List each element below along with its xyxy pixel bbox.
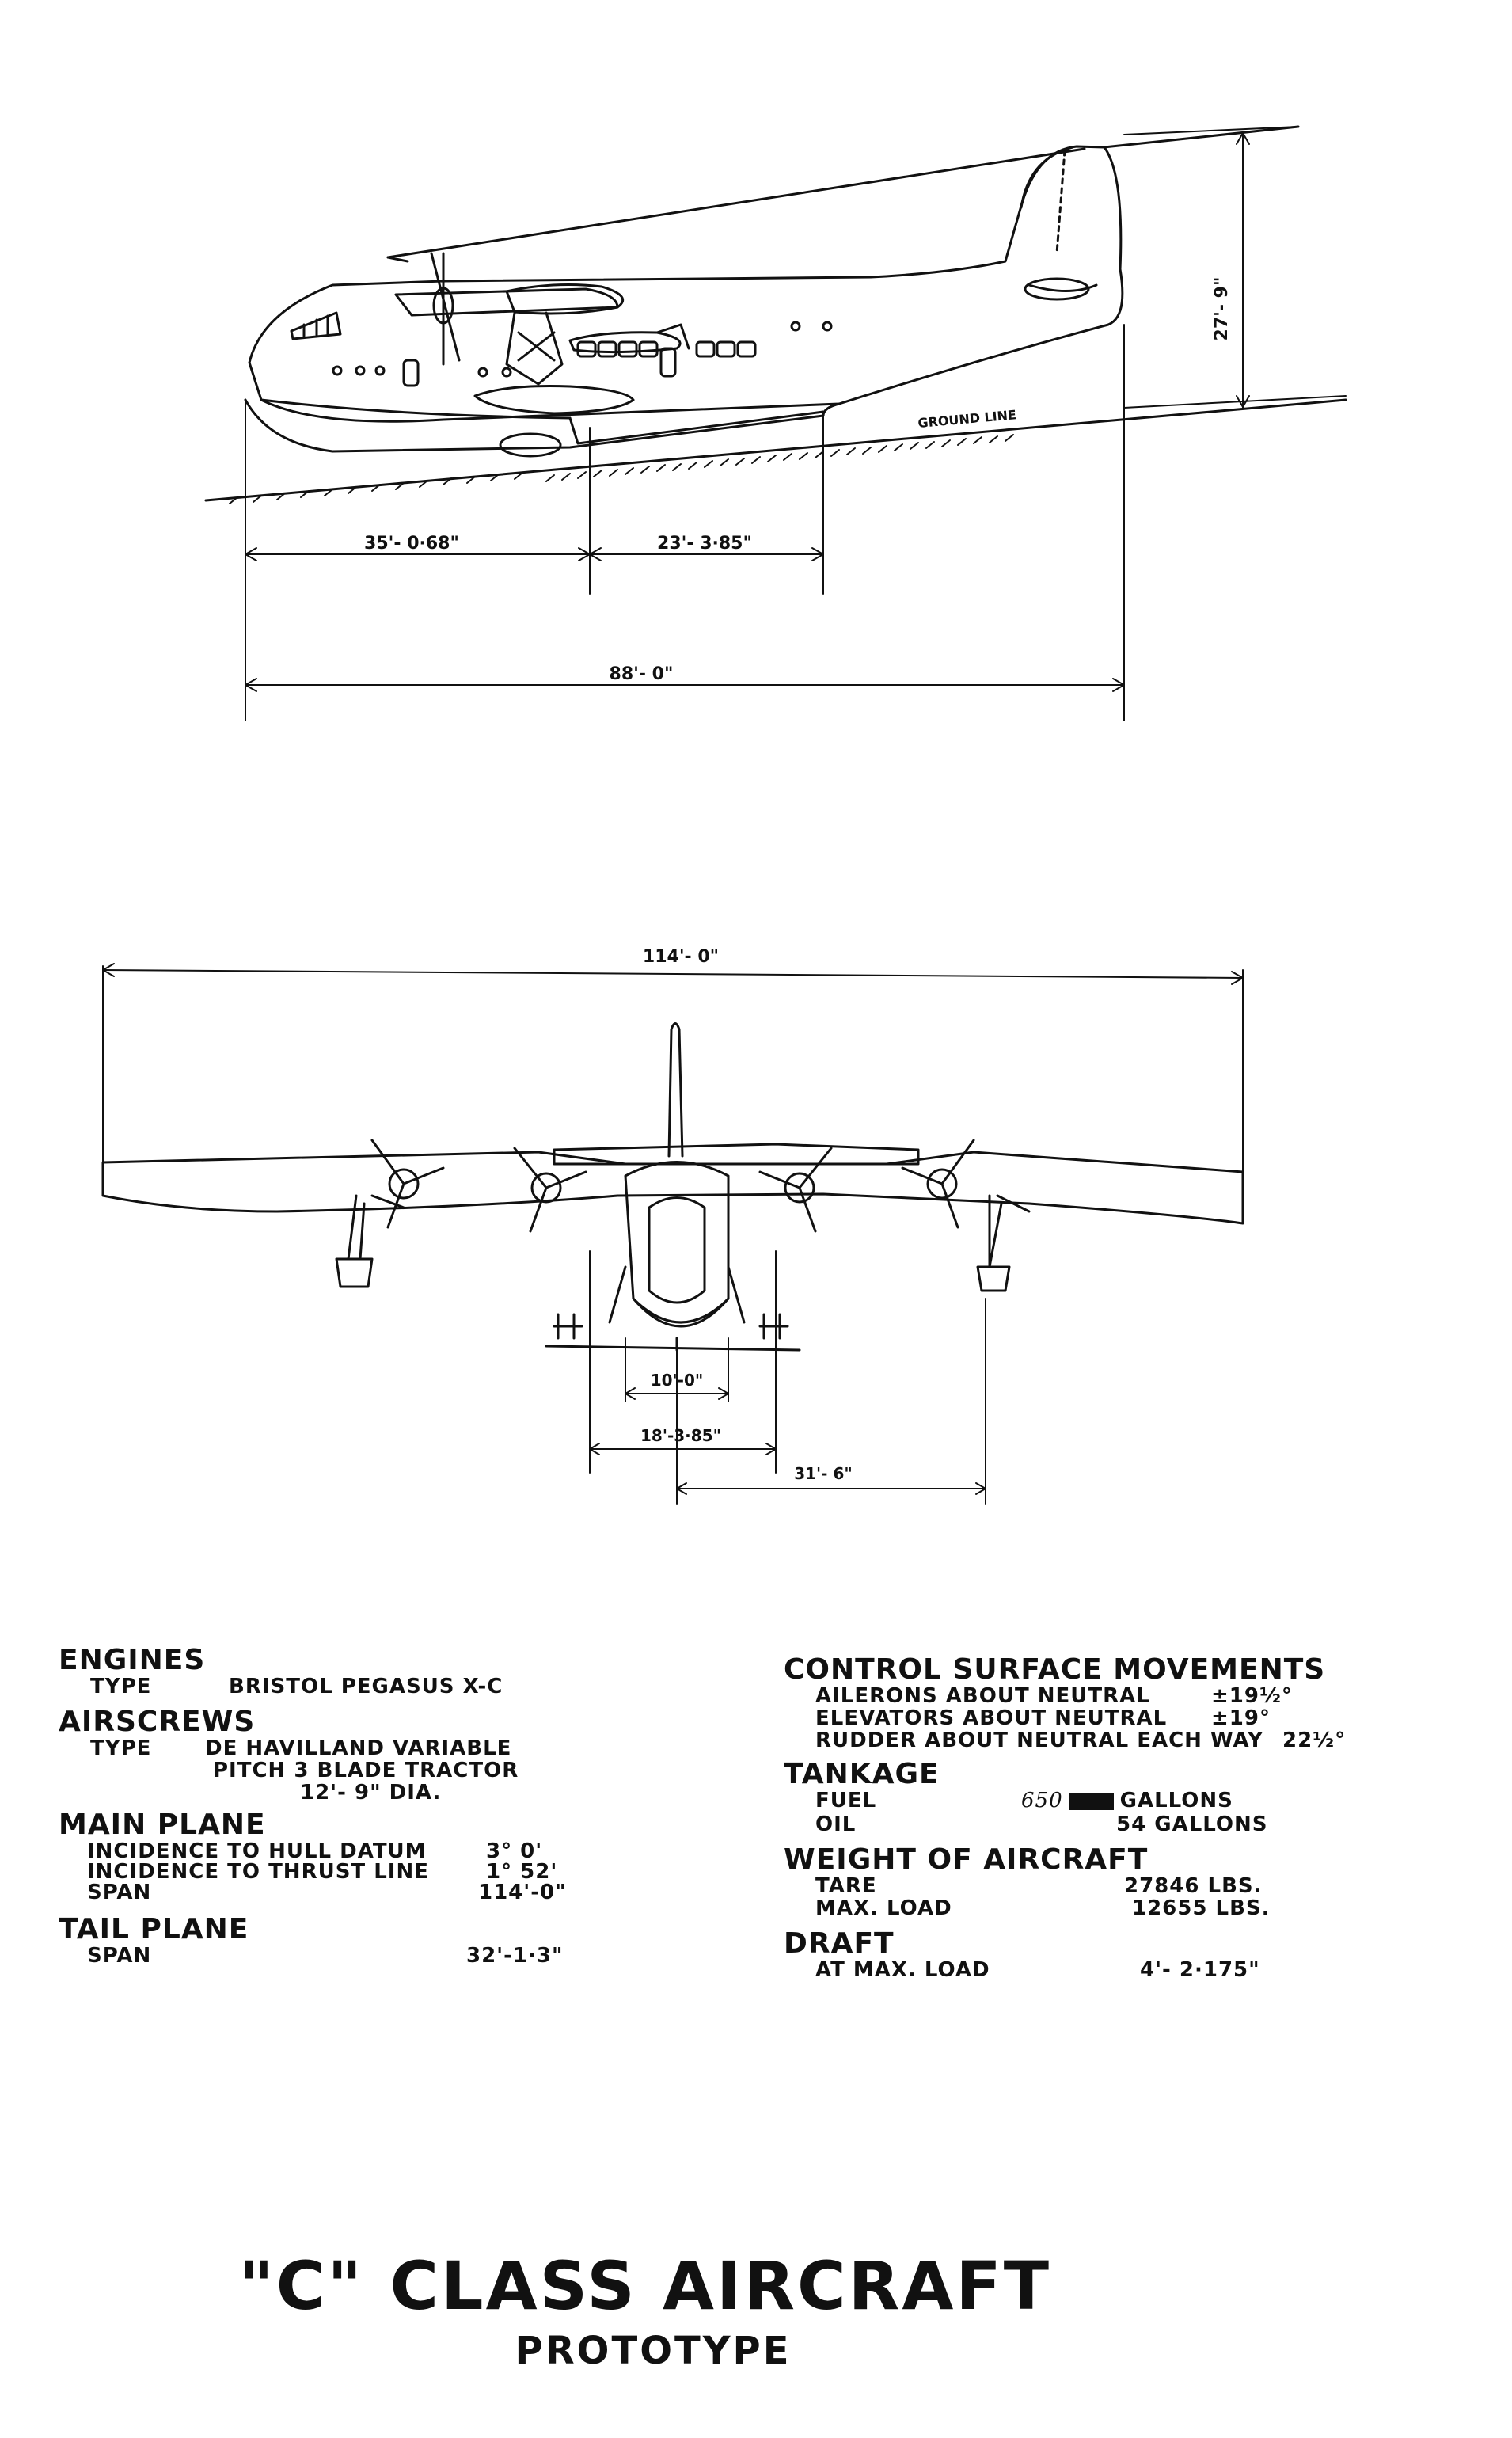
airscrews-line-2: PITCH 3 BLADE TRACTOR xyxy=(213,1759,519,1782)
draft-label: AT MAX. LOAD xyxy=(815,1958,990,1982)
fuel-handwritten-value: 650 xyxy=(1021,1789,1063,1812)
rudder-label: RUDDER ABOUT NEUTRAL EACH WAY xyxy=(815,1729,1263,1752)
tail-plane-heading: TAIL PLANE xyxy=(59,1913,249,1945)
float-track-label: 18'-3·85" xyxy=(640,1426,722,1445)
control-heading: CONTROL SURFACE MOVEMENTS xyxy=(784,1653,1326,1686)
overall-length-label: 88'- 0" xyxy=(609,664,674,684)
tail-span-value: 32'-1·3" xyxy=(466,1944,564,1968)
draft-value: 4'- 2·175" xyxy=(1140,1958,1260,1982)
rudder-value: 22½° xyxy=(1282,1729,1347,1752)
main-plane-heading: MAIN PLANE xyxy=(59,1809,266,1841)
tail-span-label: SPAN xyxy=(87,1944,152,1968)
hull-width-label: 10'-0" xyxy=(650,1371,704,1390)
fuel-unit: GALLONS xyxy=(1119,1789,1233,1812)
engines-heading: ENGINES xyxy=(59,1644,206,1676)
incidence-hull-value: 3° 0' xyxy=(486,1839,543,1863)
main-span-value: 114'-0" xyxy=(478,1881,567,1904)
incidence-thrust-value: 1° 52' xyxy=(486,1860,558,1884)
tankage-heading: TANKAGE xyxy=(784,1758,940,1790)
airscrews-heading: AIRSCREWS xyxy=(59,1706,256,1738)
engines-type-label: TYPE xyxy=(90,1675,152,1698)
specs-right xyxy=(784,1655,1354,1983)
height-dimension-label: 27'- 9" xyxy=(1212,276,1232,341)
drawing-title: "C" CLASS AIRCRAFT xyxy=(238,2247,1052,2325)
engines-type-value: BRISTOL PEGASUS X-C xyxy=(229,1675,503,1698)
ground-line-label: GROUND LINE xyxy=(917,407,1017,431)
outer-float-label: 31'- 6" xyxy=(794,1464,853,1483)
tare-value: 27846 LBS. xyxy=(1124,1874,1263,1898)
weight-heading: WEIGHT OF AIRCRAFT xyxy=(784,1843,1149,1876)
drawing-subtitle: PROTOTYPE xyxy=(515,2329,792,2373)
forward-dimension-label: 35'- 0·68" xyxy=(364,534,459,553)
elevators-value: ±19° xyxy=(1211,1706,1271,1730)
incidence-hull-label: INCIDENCE TO HULL DATUM xyxy=(87,1839,427,1863)
airscrews-line-1: DE HAVILLAND VARIABLE xyxy=(205,1736,512,1760)
side-dimension-lines xyxy=(245,127,1346,721)
redaction-mark xyxy=(1069,1793,1114,1810)
main-span-label: SPAN xyxy=(87,1881,152,1904)
draft-heading: DRAFT xyxy=(784,1927,895,1960)
airscrews-type-label: TYPE xyxy=(90,1736,152,1760)
aft-dimension-label: 23'- 3·85" xyxy=(657,534,752,553)
ailerons-label: AILERONS ABOUT NEUTRAL xyxy=(815,1684,1150,1708)
airscrews-line-3: 12'- 9" DIA. xyxy=(300,1781,442,1805)
wingspan-label: 114'- 0" xyxy=(642,947,720,967)
front-view-aircraft xyxy=(103,964,1243,1350)
fuel-value xyxy=(1021,1790,1233,1812)
incidence-thrust-label: INCIDENCE TO THRUST LINE xyxy=(87,1860,429,1884)
ailerons-value: ±19½° xyxy=(1211,1684,1293,1708)
max-load-value: 12655 LBS. xyxy=(1132,1896,1271,1920)
max-load-label: MAX. LOAD xyxy=(815,1896,952,1920)
fuel-label: FUEL xyxy=(815,1789,877,1812)
tare-label: TARE xyxy=(815,1874,877,1898)
oil-value: 54 GALLONS xyxy=(1116,1812,1268,1836)
specs-left xyxy=(59,1645,613,1968)
elevators-label: ELEVATORS ABOUT NEUTRAL xyxy=(815,1706,1168,1730)
oil-label: OIL xyxy=(815,1812,857,1836)
